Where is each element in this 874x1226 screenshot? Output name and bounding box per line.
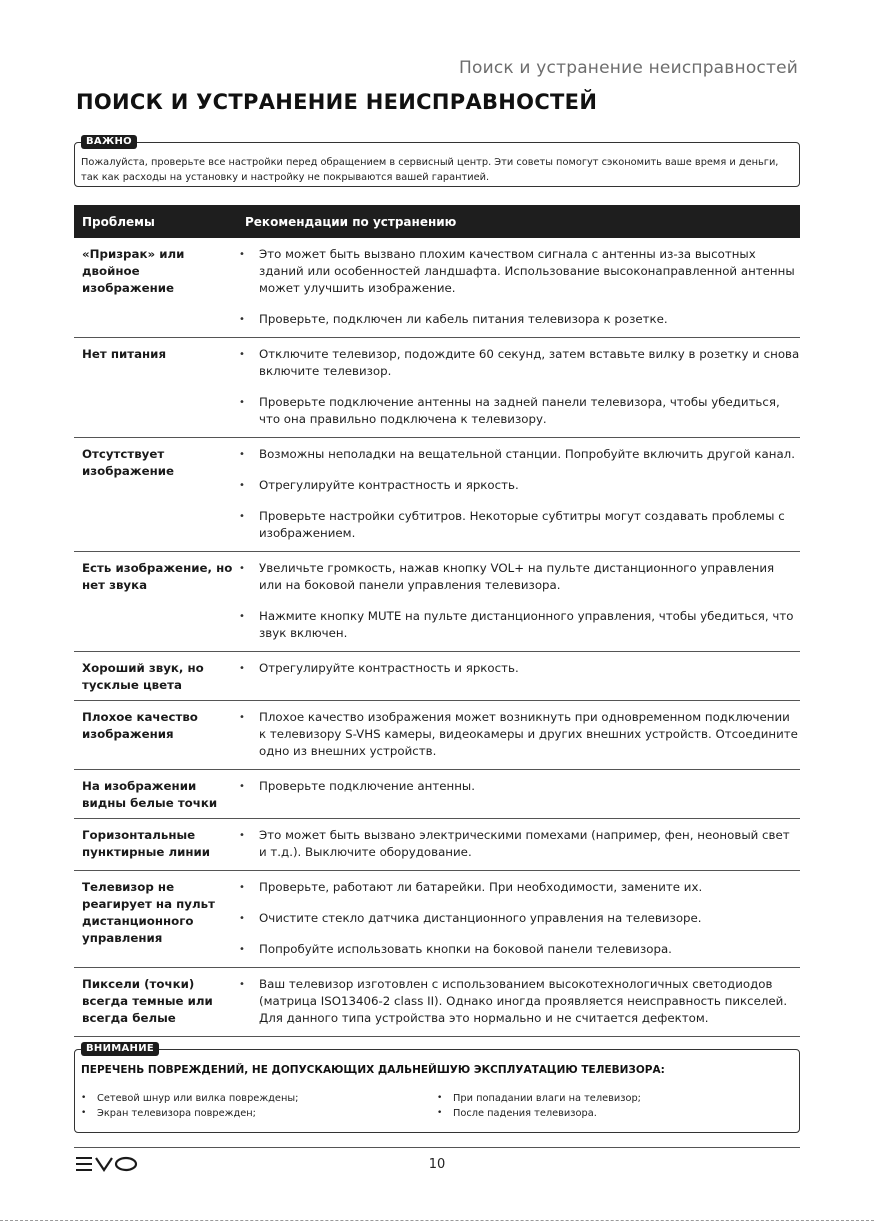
recommendation-list bbox=[239, 879, 800, 958]
recommendation-list bbox=[239, 660, 800, 677]
recommendation-item: • Нажмите кнопку MUTE на пульте дистанционного управления, чтобы убедиться, что звук включен. bbox=[239, 608, 800, 642]
recommendation-list bbox=[239, 446, 800, 542]
recommendation-item: • Проверьте, подключен ли кабель питания телевизора к розетке. bbox=[239, 311, 800, 328]
table-row bbox=[74, 871, 800, 968]
warning-tag: ВНИМАНИЕ bbox=[81, 1042, 159, 1056]
recommendation-list bbox=[239, 246, 800, 328]
problem-cell: «Призрак» или двойное изображение bbox=[74, 238, 239, 338]
table-row bbox=[74, 338, 800, 438]
table-body bbox=[74, 238, 800, 1037]
important-text: Пожалуйста, проверьте все настройки перед обращением в сервисный центр. Эти советы помогут сэкономить ваше время и деньги, так как расходы на установку и настройку не покрываются вашей гарантией. bbox=[81, 157, 779, 183]
problem-cell: Плохое качество изображения bbox=[74, 701, 239, 770]
warning-item: • Экран телевизора поврежден; bbox=[81, 1106, 437, 1121]
page-title: ПОИСК И УСТРАНЕНИЕ НЕИСПРАВНОСТЕЙ bbox=[76, 90, 598, 114]
recommendation-item: • Отключите телевизор, подождите 60 секунд, затем вставьте вилку в розетку и снова включите телевизор. bbox=[239, 346, 800, 380]
recommendation-item: • Проверьте подключение антенны на задней панели телевизора, чтобы убедиться, что она правильно подключена к телевизору. bbox=[239, 394, 800, 428]
recommendation-list bbox=[239, 709, 800, 760]
recommendation-list bbox=[239, 560, 800, 642]
running-head: Поиск и устранение неисправностей bbox=[458, 58, 798, 78]
warning-item: • Сетевой шнур или вилка повреждены; bbox=[81, 1091, 437, 1106]
warning-column-left bbox=[81, 1091, 437, 1121]
recommendation-item: • Очистите стекло датчика дистанционного управления на телевизоре. bbox=[239, 910, 800, 927]
recommendation-item: • Увеличьте громкость, нажав кнопку VOL+ на пульте дистанционного управления или на боковой панели управления телевизора. bbox=[239, 560, 800, 594]
header-problems: Проблемы bbox=[74, 205, 239, 238]
table-row bbox=[74, 701, 800, 770]
recommendation-item: • Это может быть вызвано электрическими помехами (например, фен, неоновый свет и т.д.). Выключите оборудование. bbox=[239, 827, 800, 861]
recommendations-cell bbox=[239, 238, 800, 338]
warning-columns bbox=[81, 1091, 793, 1121]
recommendations-cell bbox=[239, 338, 800, 438]
recommendation-list bbox=[239, 976, 800, 1027]
table-row bbox=[74, 552, 800, 652]
warning-item: • После падения телевизора. bbox=[437, 1106, 793, 1121]
recommendations-cell bbox=[239, 438, 800, 552]
recommendations-cell bbox=[239, 770, 800, 819]
problem-cell: Есть изображение, но нет звука bbox=[74, 552, 239, 652]
warning-list-left bbox=[81, 1091, 437, 1121]
problem-cell: Телевизор не реагирует на пульт дистанционного управления bbox=[74, 871, 239, 968]
problem-cell: Горизонтальные пунктирные линии bbox=[74, 819, 239, 871]
troubleshooting-table bbox=[74, 205, 800, 1037]
table-row bbox=[74, 652, 800, 701]
recommendations-cell bbox=[239, 968, 800, 1037]
recommendations-cell bbox=[239, 701, 800, 770]
important-notice bbox=[74, 136, 800, 187]
table-header-row bbox=[74, 205, 800, 238]
table-row bbox=[74, 770, 800, 819]
recommendation-item: • Проверьте, работают ли батарейки. При необходимости, замените их. bbox=[239, 879, 800, 896]
table-row bbox=[74, 819, 800, 871]
footer-divider bbox=[74, 1147, 800, 1148]
recommendation-list bbox=[239, 346, 800, 428]
recommendation-item: • Возможны неполадки на вещательной станции. Попробуйте включить другой канал. bbox=[239, 446, 800, 463]
recommendation-list bbox=[239, 778, 800, 795]
table-row bbox=[74, 968, 800, 1037]
table-row bbox=[74, 438, 800, 552]
table-row bbox=[74, 238, 800, 338]
recommendation-item: • Попробуйте использовать кнопки на боковой панели телевизора. bbox=[239, 941, 800, 958]
important-tag: ВАЖНО bbox=[81, 135, 137, 149]
recommendations-cell bbox=[239, 652, 800, 701]
recommendations-cell bbox=[239, 819, 800, 871]
warning-item: • При попадании влаги на телевизор; bbox=[437, 1091, 793, 1106]
recommendation-item: • Проверьте настройки субтитров. Некоторые субтитры могут создавать проблемы с изображением. bbox=[239, 508, 800, 542]
problem-cell: Отсутствует изображение bbox=[74, 438, 239, 552]
recommendation-item: • Отрегулируйте контрастность и яркость. bbox=[239, 660, 800, 677]
recommendation-item: • Плохое качество изображения может возникнуть при одновременном подключении к телевизору S-VHS камеры, видеокамеры и других внешних устройств. Отсоедините одно из внешних устройств. bbox=[239, 709, 800, 760]
recommendation-item: • Отрегулируйте контрастность и яркость. bbox=[239, 477, 800, 494]
header-recommendations: Рекомендации по устранению bbox=[239, 205, 800, 238]
problem-cell: Нет питания bbox=[74, 338, 239, 438]
problem-cell: На изображении видны белые точки bbox=[74, 770, 239, 819]
warning-notice bbox=[74, 1043, 800, 1133]
recommendations-cell bbox=[239, 552, 800, 652]
recommendation-item: • Ваш телевизор изготовлен с использованием высокотехнологичных светодиодов (матрица ISO13406-2 class II). Однако иногда проявляется неисправность пикселей. Для данного типа устройства это нормально и не считается дефектом. bbox=[239, 976, 800, 1027]
recommendation-list bbox=[239, 827, 800, 861]
warning-list-right bbox=[437, 1091, 793, 1121]
recommendations-cell bbox=[239, 871, 800, 968]
cut-line bbox=[0, 1220, 874, 1221]
problem-cell: Хороший звук, но тусклые цвета bbox=[74, 652, 239, 701]
warning-heading: ПЕРЕЧЕНЬ ПОВРЕЖДЕНИЙ, НЕ ДОПУСКАЮЩИХ ДАЛЬНЕЙШУЮ ЭКСПЛУАТАЦИЮ ТЕЛЕВИЗОРА: bbox=[81, 1064, 665, 1076]
warning-column-right bbox=[437, 1091, 793, 1121]
recommendation-item: • Проверьте подключение антенны. bbox=[239, 778, 800, 795]
problem-cell: Пиксели (точки) всегда темные или всегда белые bbox=[74, 968, 239, 1037]
page-number: 10 bbox=[428, 1157, 446, 1172]
recommendation-item: • Это может быть вызвано плохим качеством сигнала с антенны из-за высотных зданий или особенностей ландшафта. Использование высоконаправленной антенны может улучшить изображение. bbox=[239, 246, 800, 297]
